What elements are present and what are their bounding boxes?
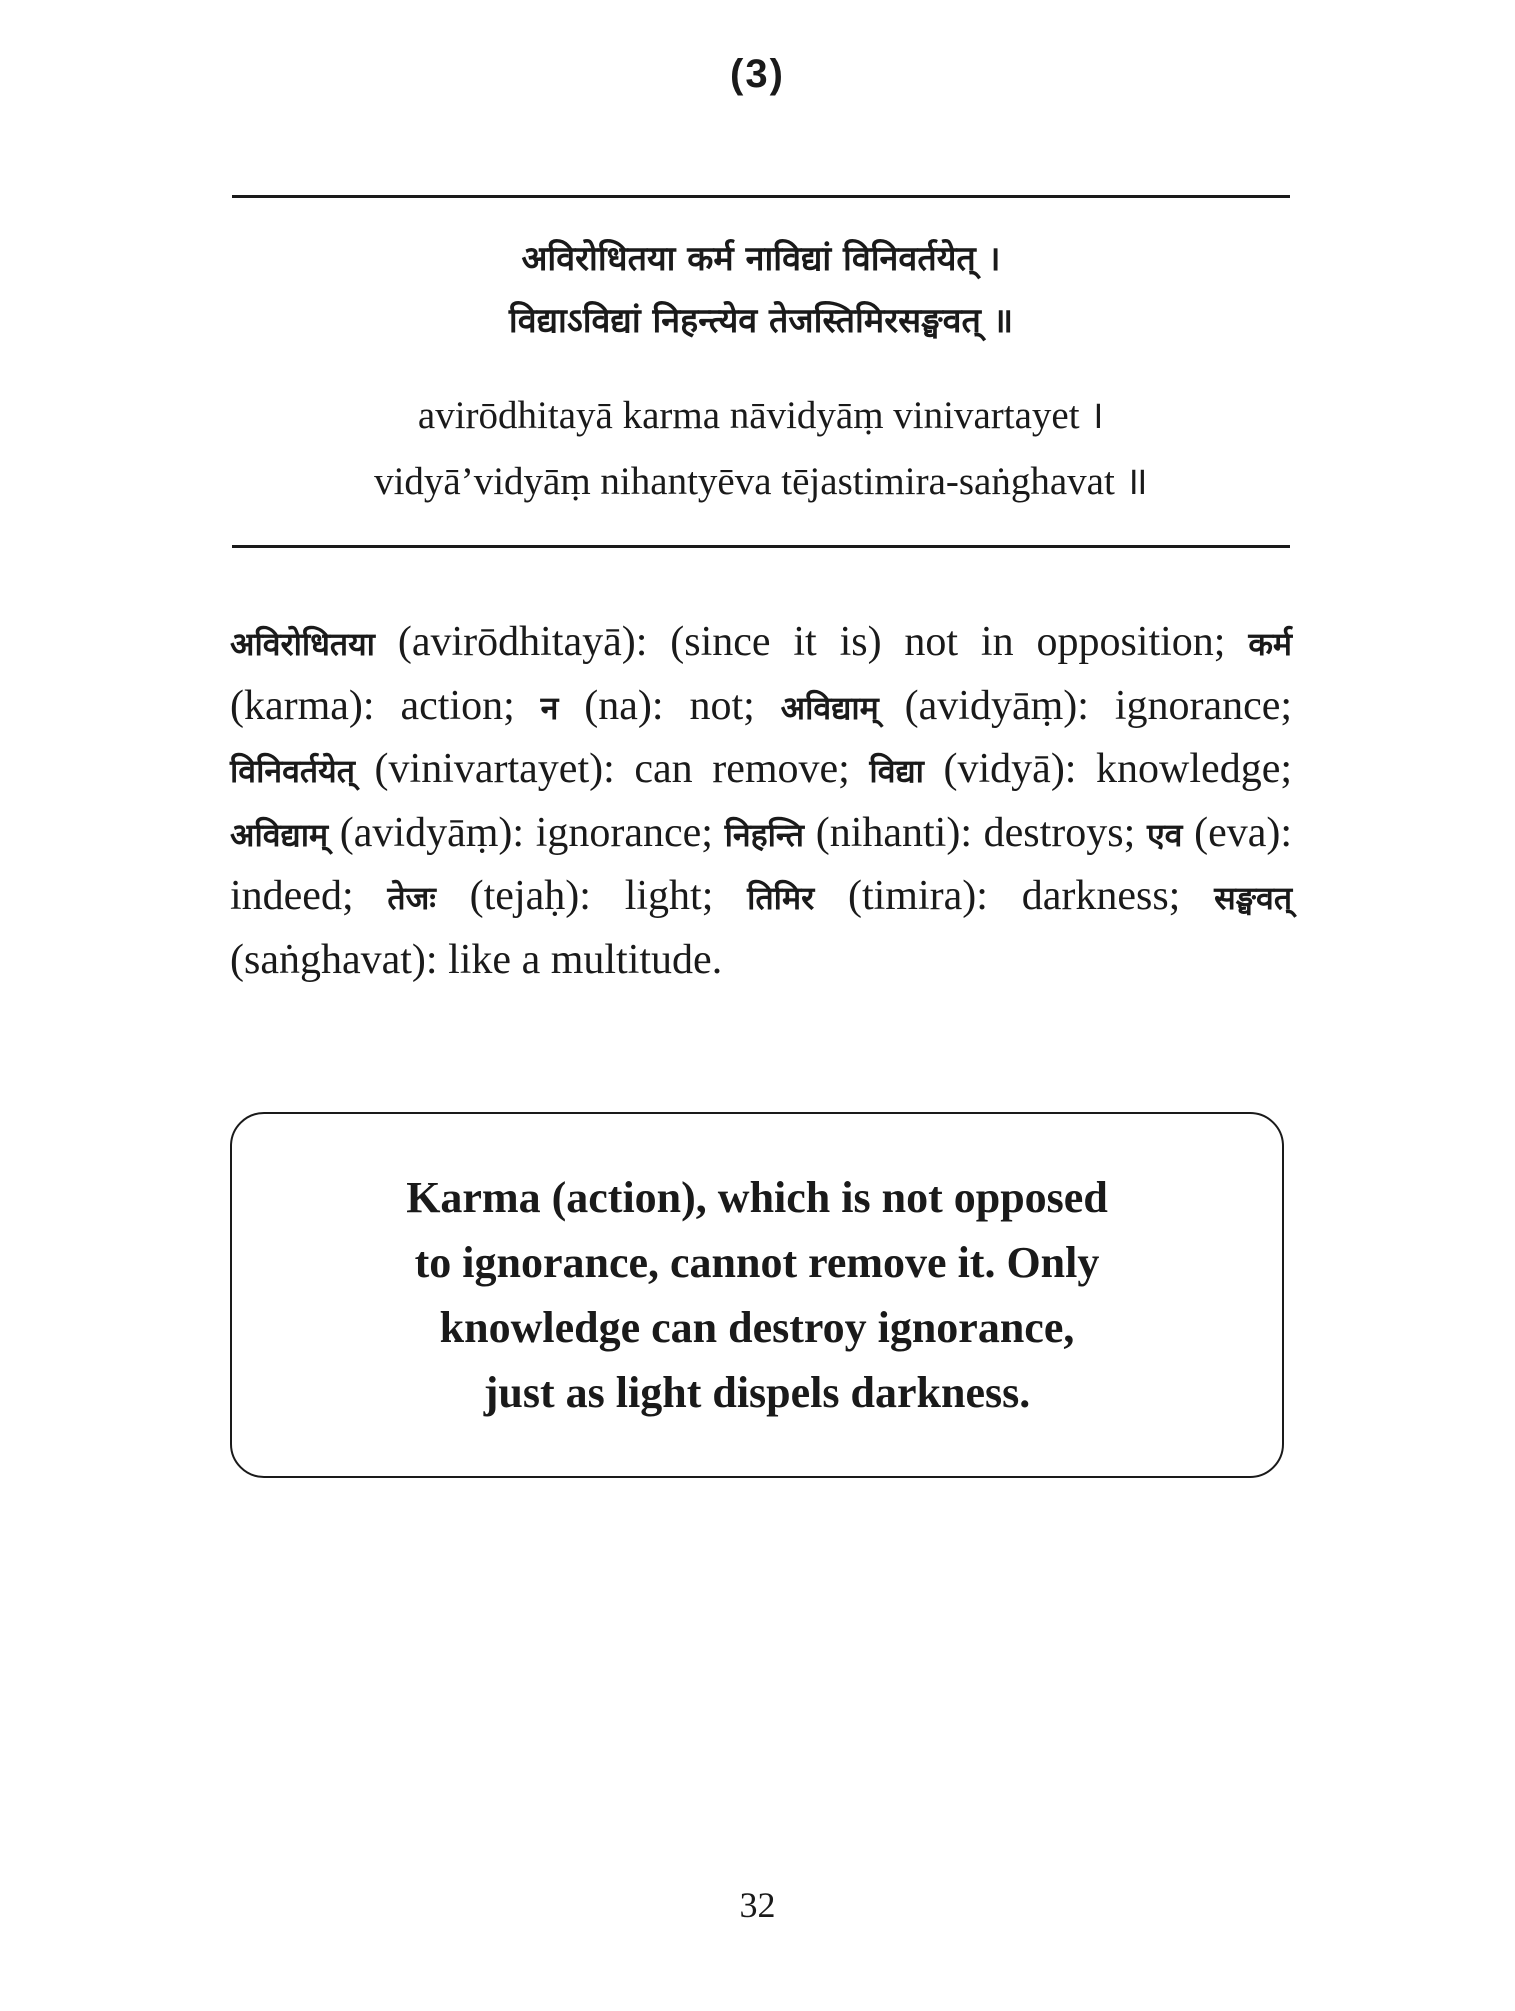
glossary-devanagari: सङ्घवत् <box>1214 879 1293 917</box>
glossary-meaning: like a multitude. <box>448 936 723 983</box>
glossary-entry <box>781 683 1292 729</box>
glossary-meaning: (since it is) not in opposition; <box>670 619 1226 665</box>
glossary-transliteration: (avidyāṃ): <box>339 809 525 856</box>
bottom-rule <box>232 545 1290 548</box>
summary-line: just as light dispels darkness. <box>483 1368 1031 1417</box>
glossary-meaning: destroys; <box>983 809 1136 856</box>
glossary-devanagari: तेजः <box>387 879 436 917</box>
sanskrit-verse <box>232 228 1290 352</box>
glossary-devanagari: विनिवर्तयेत् <box>230 752 355 790</box>
glossary-devanagari: अविरोधितया <box>230 625 375 663</box>
glossary-transliteration: (eva): <box>1194 809 1293 856</box>
top-rule <box>232 195 1290 198</box>
transliteration <box>232 383 1290 515</box>
transliteration-line-1: avirōdhitayā karma nāvidyāṃ vinivartayet । <box>417 394 1105 437</box>
glossary-transliteration: (vidyā): <box>943 746 1077 792</box>
glossary-devanagari: अविद्याम् <box>230 815 329 854</box>
glossary-meaning: not; <box>689 682 755 729</box>
summary-line: to ignorance, cannot remove it. Only <box>414 1238 1100 1287</box>
glossary-devanagari: निहन्ति <box>724 815 805 854</box>
glossary-meaning: ignorance; <box>535 809 713 856</box>
glossary-entry <box>387 873 713 919</box>
glossary-meaning: can remove; <box>634 746 850 792</box>
summary-box <box>230 1112 1284 1478</box>
transliteration-line-2: vidyā’vidyāṃ nihantyēva tējastimira-saṅghavat ॥ <box>374 460 1148 503</box>
verse-number: (3) <box>730 52 785 96</box>
glossary-entry <box>869 746 1292 792</box>
glossary-devanagari: अविद्याम् <box>780 688 879 727</box>
devanagari-line-1: अविरोधितया कर्म नाविद्यां विनिवर्तयेत् । <box>521 239 1001 279</box>
glossary-devanagari: एव <box>1146 815 1183 854</box>
glossary-meaning: action; <box>400 682 515 729</box>
glossary-entry <box>541 683 755 729</box>
glossary-devanagari: तिमिर <box>747 879 815 917</box>
glossary-transliteration: (na): <box>584 682 664 729</box>
glossary-entry <box>747 873 1180 919</box>
glossary-devanagari: कर्म <box>1248 625 1293 663</box>
glossary-transliteration: (tejaḥ): <box>469 873 591 919</box>
summary-line: Karma (action), which is not opposed <box>406 1173 1108 1222</box>
glossary-transliteration: (avidyāṃ): <box>904 682 1089 729</box>
word-glossary <box>230 612 1292 991</box>
page-number: 32 <box>739 1885 776 1925</box>
glossary-entry <box>230 810 713 856</box>
glossary-entry <box>725 810 1136 856</box>
glossary-devanagari: विद्या <box>869 752 924 790</box>
glossary-meaning: ignorance; <box>1114 682 1293 729</box>
glossary-transliteration: (timira): <box>847 873 988 919</box>
glossary-entry <box>230 746 850 792</box>
glossary-meaning: darkness; <box>1021 873 1181 919</box>
glossary-meaning: knowledge; <box>1096 746 1292 792</box>
glossary-transliteration: (saṅghavat): <box>230 936 438 983</box>
glossary-transliteration: (karma): <box>230 682 375 729</box>
glossary-transliteration: (avirōdhitayā): <box>397 619 648 665</box>
glossary-transliteration: (nihanti): <box>815 809 972 856</box>
glossary-meaning: indeed; <box>230 873 354 919</box>
summary-line: knowledge can destroy ignorance, <box>439 1303 1075 1352</box>
glossary-transliteration: (vinivartayet): <box>374 746 615 792</box>
glossary-entry <box>230 619 1225 665</box>
devanagari-line-2: विद्याऽविद्यां निहन्त्येव तेजस्तिमिरसङ्घवत् ॥ <box>508 301 1014 341</box>
glossary-devanagari: न <box>540 688 559 727</box>
glossary-meaning: light; <box>624 873 714 919</box>
